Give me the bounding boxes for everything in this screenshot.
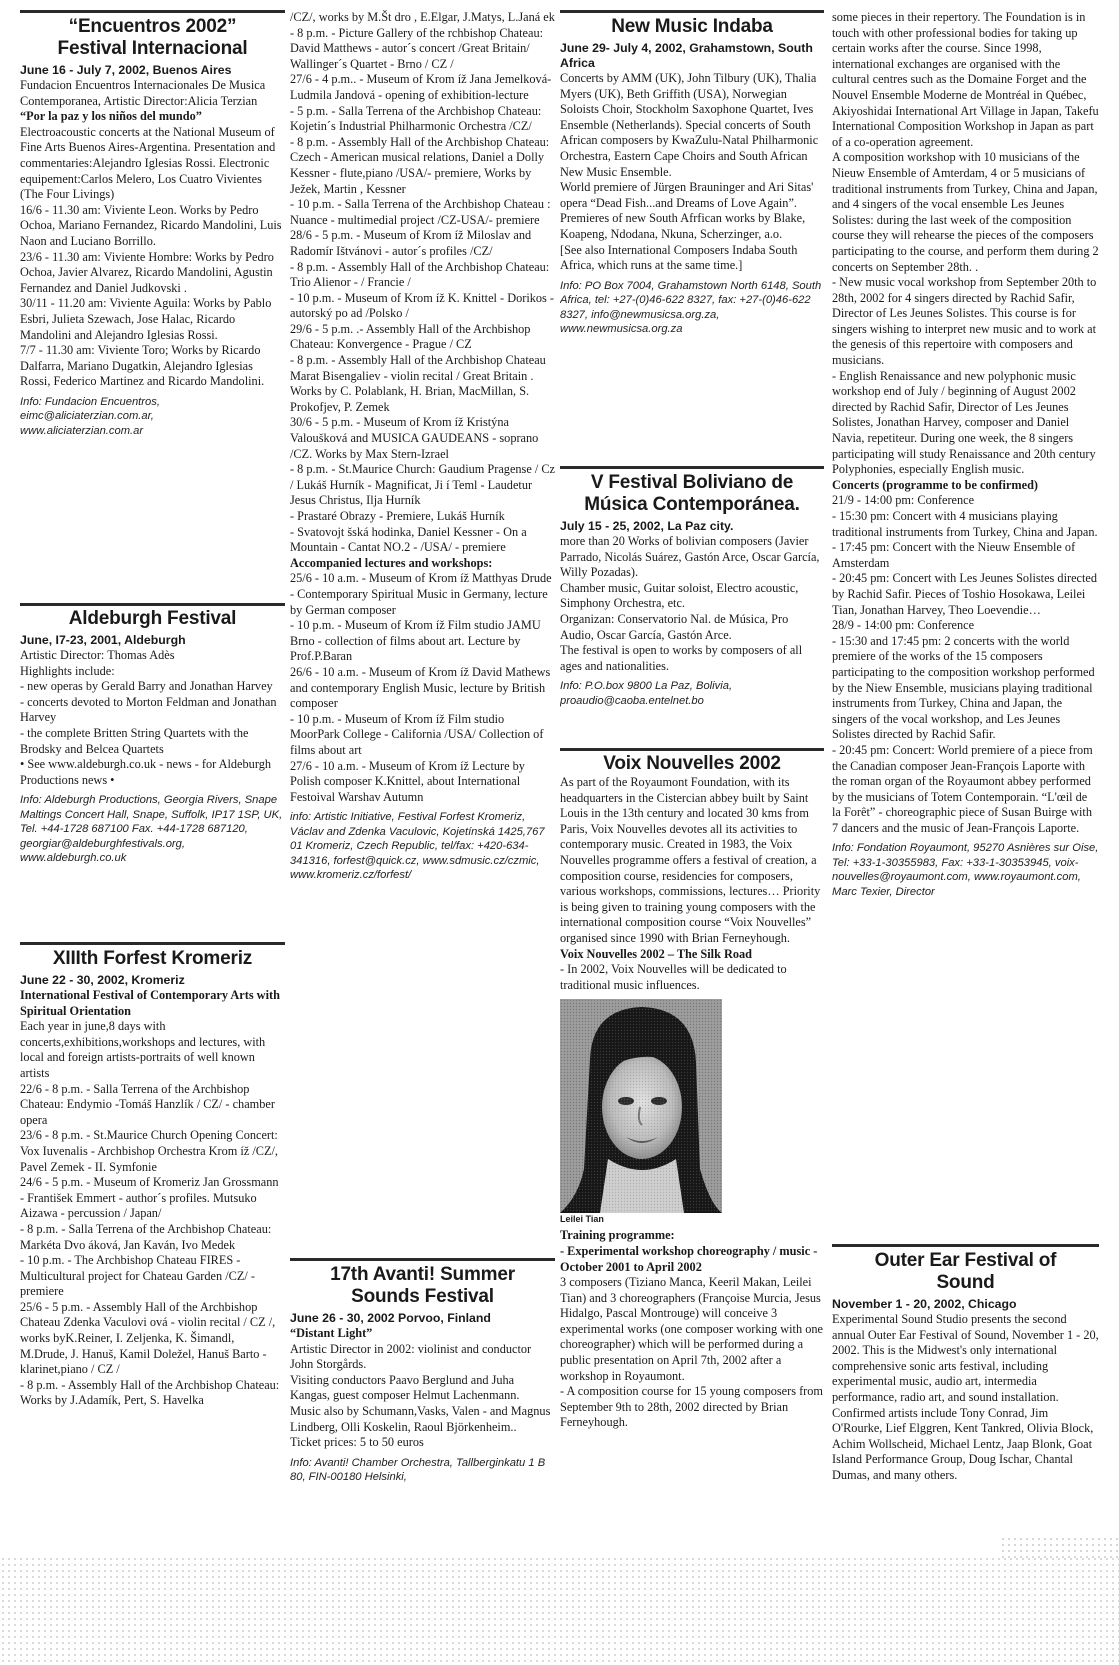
paragraph: - English Renaissance and new polyphonic music workshop end of July / beginning of August 2002 directed by Rachid Safir, Director of Les Jeunes Solistes, Jonathan Harvey, composer and Daniel Navia, repetiteur. During one week, the 8 singers participating will study Renaissance and 20th century Polyphonies, especially English music. bbox=[832, 368, 1096, 477]
section-rule bbox=[560, 748, 824, 751]
section-aldeburgh bbox=[20, 608, 285, 928]
column-1 bbox=[20, 0, 285, 1560]
paragraph: more than 20 Works of bolivian composers (Javier Parrado, Nicolás Suárez, Gastón Arce, Oscar García, Willy Pozadas). bbox=[560, 534, 820, 580]
section-festival-boliviano bbox=[560, 472, 824, 740]
paragraph: - 10 p.m. - Salla Terrena of the Archbishop Chateau : Nuance - multimedial project /CZ-USA/- premiere bbox=[290, 197, 551, 227]
section-forfest-continued bbox=[290, 10, 555, 1190]
section-avanti bbox=[290, 1264, 555, 1560]
paragraph: The festival is open to works by composers of all ages and nationalities. bbox=[560, 643, 803, 673]
paragraph: Experimental Sound Studio presents the second annual Outer Ear Festival of Sound, November 1 - 20, 2002. This is the Midwest's only international comprehensive sonic arts festival, including experimental music, audio art, intermedia performance, radio art, and sound installation. Confirmed artists include Tony Conrad, Jim O'Rourke, Lief Elggren, Kent Tankred, Olivia Block, Achim Wollscheid, Michael Lentz, Jaap Blonk, Goat Island Performance Group, Doug Ischar, Chantal Dumas, and many others. bbox=[832, 1312, 1099, 1482]
section-subtitle: June 29- July 4, 2002, Grahamstown, South Africa bbox=[560, 41, 813, 70]
paragraph: 24/6 - 5 p.m. - Museum of Kromeriz Jan Grossmann - František Emmert - author´s profiles. Mutsuko Aizawa - percussion / Japan/ bbox=[20, 1175, 279, 1221]
paragraph: /CZ/, works by M.Št dro , E.Elgar, J.Matys, L.Janá ek bbox=[290, 10, 555, 24]
section-body bbox=[290, 10, 555, 805]
paragraph: International Festival of Contemporary Arts with Spiritual Orientation bbox=[20, 988, 280, 1018]
paragraph: 30/11 - 11.20 am: Viviente Aguila: Works by Pablo Esbri, Julieta Szewach, Jose Halac, Ricardo Mandolini and Alejandro Iglesias Rossi. bbox=[20, 296, 272, 342]
section-subtitle: June 22 - 30, 2002, Kromeriz bbox=[20, 973, 185, 987]
paragraph: 26/6 - 10 a.m. - Museum of Krom íž David Mathews and contemporary English Music, lecture by British composer bbox=[290, 664, 551, 711]
paragraph: • See www.aldeburgh.co.uk - news - for Aldeburgh Productions news • bbox=[20, 757, 271, 787]
column-2 bbox=[290, 0, 555, 1560]
paragraph: - 10 p.m. - Museum of Krom íž Film studio MoorPark College - California /USA/ Collection of films about art bbox=[290, 711, 544, 757]
section-title: Voix Nouvelles 2002 bbox=[603, 753, 781, 774]
paragraph: Artistic Director: Thomas Adès bbox=[20, 648, 175, 662]
paragraph: - In 2002, Voix Nouvelles will be dedicated to traditional music influences. bbox=[560, 962, 787, 992]
section-title: Outer Ear Festival of Sound bbox=[874, 1250, 1057, 1293]
paragraph: Concerts (programme to be confirmed) bbox=[832, 477, 1039, 492]
section-body bbox=[560, 534, 824, 674]
section-body bbox=[560, 775, 824, 993]
section-subtitle: June 26 - 30, 2002 Porvoo, Finland bbox=[290, 1311, 491, 1325]
section-body bbox=[20, 78, 285, 390]
paragraph: Visiting conductors Paavo Berglund and Juha Kangas, guest composer Helmut Lachenmann. bbox=[290, 1372, 520, 1403]
paragraph: Highlights include: bbox=[20, 663, 115, 678]
info-contact: Info: Aldeburgh Productions, Georgia Rivers, Snape Maltings Concert Hall, Snape, Suffolk, IP17 1SP, UK, Tel. +44-1728 687100 Fax. +44-1728 687120, georgiar@aldeburghfestivals.org, www.aldeburgh.co.uk bbox=[20, 794, 283, 865]
paragraph: Marat Bisengaliev - violin recital / Great Britain . Works by C. Polablank, H. Brian, MacMillan, S. Prokofjev, P. Zemek bbox=[290, 368, 534, 414]
section-forfest bbox=[20, 948, 285, 1560]
section-rule bbox=[560, 10, 824, 13]
paragraph: 21/9 - 14:00 pm: Conference bbox=[832, 493, 975, 508]
paragraph: 25/6 - 5 p.m. - Assembly Hall of the Archbishop Chateau Zdenka Vaculovi ová - violin recital / CZ /, works byK.Reiner, I. Zeljenka, K. Šimandl, M.Drude, J. Hanuš, Kamil Doležel, Hanuš Barto - klarinet,piano / CZ / bbox=[20, 1299, 276, 1377]
column-3 bbox=[560, 0, 824, 1560]
paragraph: - 20:45 pm: Concert with Les Jeunes Solistes directed by Rachid Safir. Pieces of Toshio Hosokawa, Leilei Tian, Jonathan Harvey, Theo Loevendie… bbox=[832, 571, 1098, 617]
section-outer-ear bbox=[832, 1250, 1099, 1560]
section-rule bbox=[20, 603, 285, 606]
paragraph: Accompanied lectures and workshops: bbox=[290, 555, 493, 570]
paragraph: Artistic Director in 2002: violinist and conductor John Storgårds. bbox=[290, 1341, 532, 1372]
paragraph: some pieces in their repertory. The Foundation is in touch with other professional bodies for taking up certain works after the course. Since 1998, international exchanges are organised with the cultural centres such as the Domaine Forget and the Nouvel Ensemble Moderne de Montréal in Québec, Akiyoshidai International Art Village in Japan, Takefu International Composition Workshop in Japan as part of a co-operation agreement. bbox=[832, 10, 1099, 149]
portrait-figure bbox=[560, 999, 824, 1224]
section-title: Aldeburgh Festival bbox=[68, 608, 237, 629]
paragraph: - new operas by Gerald Barry and Jonathan Harvey bbox=[20, 679, 273, 694]
photo-caption: Leilei Tian bbox=[560, 1214, 604, 1225]
paragraph: “Por la paz y los niños del mundo” bbox=[20, 109, 202, 124]
paragraph: - 8 p.m. - Assembly Hall of the Archbishop Chateau: Trio Alienor - / Francie / bbox=[290, 259, 550, 290]
section-body bbox=[20, 648, 285, 788]
paragraph: Organizan: Conservatorio Nal. de Música, Pro Audio, Oscar García, Gastón Arce. bbox=[560, 611, 789, 642]
paragraph: Electroacoustic concerts at the National Museum of Fine Arts Buenos Aires-Argentina. Presentation and commentaries:Alejandro Iglesias Rossi. Electronic equipement:Carlos Melero, Los Cuatro Vivientes (The Four Livings) bbox=[20, 124, 276, 202]
section-rule bbox=[20, 942, 285, 945]
info-contact: Info: Avanti! Chamber Orchestra, Tallberginkatu 1 B 80, FIN-00180 Helsinki, bbox=[290, 1456, 546, 1484]
section-body bbox=[832, 10, 1099, 836]
paragraph: - A composition course for 15 young composers from September 9th to 28th, 2002 directed by Brian Ferneyhough. bbox=[560, 1384, 823, 1430]
paragraph: - Experimental workshop choreography / music - October 2001 to April 2002 bbox=[560, 1243, 818, 1274]
paragraph: - New music vocal workshop from September 20th to 28th, 2002 for 4 singers directed by Rachid Safir, Director of Les Jeunes Solistes. This course is for singers wishing to interpret new music and to work at the genesis of this repertoire with composers and musicians. bbox=[832, 275, 1097, 368]
paragraph: 25/6 - 10 a.m. - Museum of Krom íž Matthyas Drude - Contemporary Spiritual Music in Germany, lecture by German composer bbox=[290, 571, 552, 617]
section-body bbox=[832, 1312, 1099, 1484]
paragraph: 22/6 - 8 p.m. - Salla Terrena of the Archbishop Chateau: Endymio -Tomáš Hanzlík / CZ/ - chamber opera bbox=[20, 1081, 275, 1127]
paragraph: - the complete Britten String Quartets with the Brodsky and Belcea Quartets bbox=[20, 725, 249, 756]
section-title: V Festival Boliviano de Música Contemporánea. bbox=[584, 472, 800, 515]
info-contact: Info: P.O.box 9800 La Paz, Bolivia, proaudio@caoba.entelnet.bo bbox=[560, 680, 733, 707]
paragraph: - 5 p.m. - Salla Terrena of the Archbishop Chateau: Kojetin´s Industrial Philharmonic Orchestra /CZ/ bbox=[290, 103, 542, 134]
column-4 bbox=[832, 0, 1099, 1560]
paragraph: 27/6 - 4 p.m.. - Museum of Krom íž Jana Jemelková-Ludmila Jandová - opening of exhibition-lecture bbox=[290, 72, 552, 102]
paragraph: - 8 p.m. - Assembly Hall of the Archbishop Chateau: Works by J.Adamík, Pert, S. Havelka bbox=[20, 1377, 280, 1408]
dotted-background-patch bbox=[1000, 1536, 1119, 1558]
section-encuentros bbox=[20, 16, 285, 576]
section-body-continued bbox=[560, 1228, 824, 1431]
paragraph: 27/6 - 10 a.m. - Museum of Krom íž Lecture by Polish composer K.Knittel, about International Festoival Warshav Autumn bbox=[290, 758, 525, 804]
section-new-music-indaba bbox=[560, 16, 824, 456]
section-body bbox=[20, 988, 285, 1409]
info-contact: info: Artistic Initiative, Festival Forfest Kromeriz, Václav and Zdenka Vaculovic, Kojetínská 1425,767 01 Kromeriz, Czech Republic, tel/fax: +420-634-341316, forfest@quick.cz, www.sdmusic.cz/czmic, www.kromeriz.cz/forfest/ bbox=[290, 811, 545, 882]
paragraph: [See also International Composers Indaba South Africa, which runs at the same time.] bbox=[560, 242, 798, 273]
paragraph: 3 composers (Tiziano Manca, Keeril Makan, Leilei Tian) and 3 choreographers (Françoise Murcia, Jesus Hidalgo, Pascal Montrouge) will conceive 3 experimental works (one composer working with one choreographer) which will be performed during a public presentation on April 7th, 2002 after a workshop in Royaumont. bbox=[560, 1275, 823, 1383]
paragraph: - 15:30 pm: Concert with 4 musicians playing traditional instruments from Turkey, China and Japan. bbox=[832, 509, 1098, 539]
section-subtitle: July 15 - 25, 2002, La Paz city. bbox=[560, 519, 734, 533]
paragraph: 28/9 - 14:00 pm: Conference bbox=[832, 618, 975, 633]
section-title: XIIIth Forfest Kromeriz bbox=[52, 948, 253, 969]
paragraph: - 17:45 pm: Concert with the Nieuw Ensemble of Amsterdam bbox=[832, 540, 1076, 570]
section-body bbox=[560, 71, 824, 274]
info-contact: Info: PO Box 7004, Grahamstown North 6148, South Africa, tel: +27-(0)46-622 8327, fax: +27-(0)46-622 8327, info@newmusicsa.org.za, www.newmusicsa.org.za bbox=[560, 279, 822, 336]
section-rule bbox=[20, 10, 285, 13]
section-rule bbox=[832, 1244, 1099, 1247]
section-title: New Music Indaba bbox=[611, 16, 773, 37]
paragraph: A composition workshop with 10 musicians of the Nieuw Ensemble of Amterdam, 4 or 5 musicians of traditional instruments from Turkey, China and Japan, and 4 singers of the vocal ensemble Les Jeunes Solistes: during the last week of the composition course they will rehearse the pieces of the composers participating to the course, and perform them during 2 concerts on September 28th. . bbox=[832, 150, 1099, 274]
paragraph: 29/6 - 5 p.m. .- Assembly Hall of the Archbishop Chateau: Konvergence - Prague / CZ bbox=[290, 321, 531, 352]
portrait-photo bbox=[560, 999, 722, 1213]
paragraph: - 8 p.m. - Assembly Hall of the Archbishop Chateau: Czech - American musical relations, Daniel a Dolly Kessner - flute,piano /USA/- premiere, Works by Ježek, Martin , Kessner bbox=[290, 134, 550, 196]
info-contact: Info: Fundacion Encuentros, eimc@aliciaterzian.com.ar, www.aliciaterzian.com.ar bbox=[20, 395, 160, 437]
paragraph: - 8 p.m. - St.Maurice Church: Gaudium Pragense / Cz / Lukáš Hurník - Magnificat, Ji í Teml - Laudetur Jesus Christus, Ilja Hurník bbox=[290, 462, 555, 508]
paragraph: - 20:45 pm: Concert: World premiere of a piece from the Canadian composer Jean-François Laporte with the roman organ of the Royaumont abbey performed by the musicians of Totem Contemporain. “L'œil de la Forêt” - choreographic piece of Susan Buirge with 7 dancers and the music of Jean-François Laporte. bbox=[832, 742, 1093, 835]
paragraph: Ticket prices: 5 to 50 euros bbox=[290, 1435, 424, 1450]
paragraph: - Prastaré Obrazy - Premiere, Lukáš Hurník bbox=[290, 509, 505, 523]
paragraph: 7/7 - 11.30 am: Viviente Toro; Works by Ricardo Dalfarra, Mariano Dugatkin, Alejandro Iglesias Rossi, Federico Martinez and Ricardo Mandolini. bbox=[20, 343, 265, 389]
paragraph: Voix Nouvelles 2002 – The Silk Road bbox=[560, 946, 753, 961]
paragraph: Chamber music, Guitar soloist, Electro acoustic, Simphony Orchestra, etc. bbox=[560, 580, 799, 611]
paragraph: - 8 p.m. - Salla Terrena of the Archbishop Chateau: Markéta Dvo áková, Jan Kaván, Ivo Medek bbox=[20, 1221, 272, 1252]
paragraph: Fundacion Encuentros Internacionales De Musica Contemporanea, Artistic Director:Alicia Terzian bbox=[20, 78, 266, 108]
paragraph: Training programme: bbox=[560, 1228, 675, 1243]
paragraph: - 10 p.m. - The Archbishop Chateau FIRES - Multicultural project for Chateau Garden /CZ/ - premiere bbox=[20, 1253, 255, 1299]
paragraph: Concerts by AMM (UK), John Tilbury (UK), Thalia Myers (UK), Beth Griffith (USA), Norwegian Soloists Choir, Stockholm Saxophone Quartet, Ives Ensemble (Netherlands). Special concerts of South African composers by KwaZulu-Natal Philharmonic Orchestra, Eastern Cape Choirs and South African New Music Ensemble. bbox=[560, 71, 819, 179]
section-subtitle: June, I7-23, 2001, Aldeburgh bbox=[20, 633, 186, 647]
section-rule bbox=[560, 466, 824, 469]
paragraph: World premiere of Jürgen Brauninger and Ari Sitas' opera “Dead Fish...and Dreams of Love Again”. bbox=[560, 180, 814, 210]
paragraph: - 8 p.m. - Picture Gallery of the rchbishop Chateau: David Matthews - autor´s concert /Great Britain/ Wallinger´s Quartet - Brno / CZ / bbox=[290, 25, 544, 71]
section-subtitle: June 16 - July 7, 2002, Buenos Aires bbox=[20, 63, 232, 77]
section-title: 17th Avanti! Summer Sounds Festival bbox=[330, 1264, 515, 1307]
paragraph: 23/6 - 8 p.m. - St.Maurice Church Opening Concert: Vox Iuvenalis - Archbishop Orchestra Krom íž /CZ/, Pavel Zemek - II. Symfonie bbox=[20, 1128, 278, 1174]
info-contact: Info: Fondation Royaumont, 95270 Asnières sur Oise, Tel: +33-1-30355983, Fax: +33-1-30353945, voix-nouvelles@royaumont.com, www.royaumont.com, Marc Texier, Director bbox=[832, 842, 1099, 898]
paragraph: 16/6 - 11.30 am: Viviente Leon. Works by Pedro Ochoa, Mariano Fernandez, Ricardo Mandolini, Luis Naon and Luciano Borrillo. bbox=[20, 202, 282, 248]
section-subtitle: November 1 - 20, 2002, Chicago bbox=[832, 1297, 1017, 1311]
paragraph: - concerts devoted to Morton Feldman and Jonathan Harvey bbox=[20, 694, 277, 725]
section-voix-nouvelles bbox=[560, 753, 824, 1560]
paragraph: As part of the Royaumont Foundation, with its headquarters in the Cistercian abbey built by Saint Louis in the 13th century and located 30 kms from Paris, Voix Nouvelles devotes all its activities to contemporary music. Created in 1983, the Voix Nouvelles programme offers a festival of creation, a composition course, residencies for composers, various workshops, commissions, lectures… Priority is being given to training young composers with the international composition course “Voix Nouvelles” organised since 1990 with Brian Ferneyhough. bbox=[560, 775, 821, 945]
paragraph: Music also by Schumann,Vasks, Valen - and Magnus Lindberg, Olli Koskelin, Raoul Björkenheim.. bbox=[290, 1403, 551, 1434]
section-rule bbox=[290, 1258, 555, 1261]
paragraph: 28/6 - 5 p.m. - Museum of Krom íž Miloslav and Radomír Ištvánovi - autor´s profiles /CZ/ bbox=[290, 228, 532, 258]
paragraph: - 8 p.m. - Assembly Hall of the Archbishop Chateau bbox=[290, 353, 546, 368]
section-voix-nouvelles-continued bbox=[832, 10, 1099, 1225]
paragraph: - Svatovojt šská hodinka, Daniel Kessner - On a Mountain - Cantat NO.2 - /USA/ - premiere bbox=[290, 524, 527, 555]
paragraph: - 10 p.m. - Museum of Krom íž K. Knittel - Dorikos - autorský po ad /Polsko / bbox=[290, 290, 555, 321]
paragraph: Each year in june,8 days with concerts,exhibitions,workshops and lectures, with local and foreign artists-portraits of well known artists bbox=[20, 1019, 266, 1080]
paragraph: Premieres of new South Afrfican works by Blake, Koapeng, Ndodana, Nkuna, Scherzinger, a.o. bbox=[560, 211, 806, 241]
section-body bbox=[290, 1326, 555, 1451]
paragraph: 23/6 - 11.30 am: Viviente Hombre: Works by Pedro Ochoa, Javier Alvarez, Ricardo Mandolini, Agustin Fernandez and Daniel Judkovski . bbox=[20, 249, 274, 295]
paragraph: “Distant Light” bbox=[290, 1326, 373, 1340]
section-title: “Encuentros 2002” Festival Internacional bbox=[57, 16, 248, 59]
paragraph: - 15:30 and 17:45 pm: 2 concerts with the world premiere of the works of the 15 composers participating to the composition workshop performed by the Niew Ensemble, musicians playing traditional instruments from Turkey, China and Japan, the singers of the vocal workshop, and Les Jeunes Solistes directed by Rachid Safir. bbox=[832, 633, 1095, 742]
paragraph: 30/6 - 5 p.m. - Museum of Krom íž Kristýna Valoušková and MUSICA GAUDEANS - soprano /CZ. Works by Max Stern-Izrael bbox=[290, 415, 539, 461]
dotted-background-band bbox=[0, 1556, 1119, 1665]
paragraph: - 10 p.m. - Museum of Krom íž Film studio JAMU Brno - collection of films about art. Lecture by Prof.P.Baran bbox=[290, 618, 541, 664]
